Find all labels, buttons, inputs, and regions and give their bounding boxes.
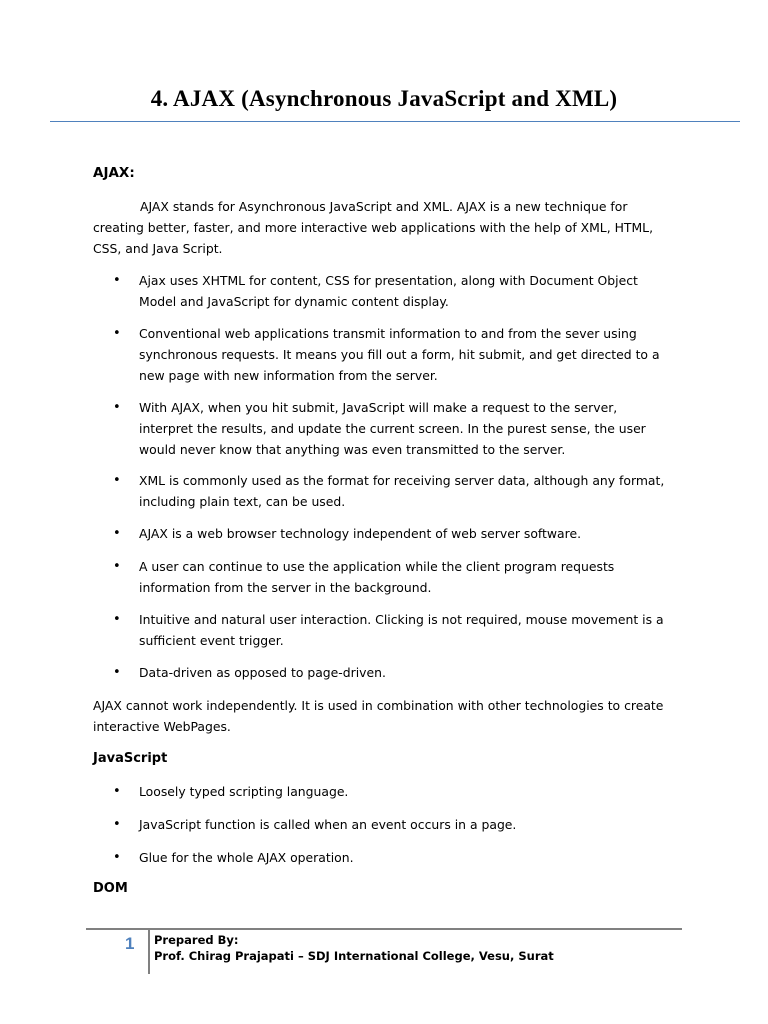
- title-rule: [50, 121, 740, 122]
- bullet-icon: •: [113, 559, 121, 574]
- list-item-text: Data-driven as opposed to page-driven.: [139, 665, 386, 680]
- bullet-icon: •: [113, 273, 121, 288]
- page-number: 1: [125, 934, 135, 953]
- list-item-text: Ajax uses XHTML for content, CSS for presentation, along with Document Object Model and JavaScript for dynamic content display.: [139, 273, 638, 309]
- list-item: [113, 781, 671, 802]
- ajax-heading: AJAX:: [93, 165, 135, 181]
- bullet-icon: •: [113, 850, 121, 865]
- list-item: [113, 323, 671, 386]
- page-title: 4. AJAX (Asynchronous JavaScript and XML): [150, 86, 618, 111]
- bullet-icon: •: [113, 526, 121, 541]
- list-item-text: A user can continue to use the application while the client program requests information from the server in the background.: [139, 559, 615, 595]
- bullet-icon: •: [113, 400, 121, 415]
- bullet-icon: •: [113, 473, 121, 488]
- list-item: [113, 662, 671, 683]
- footer-rule: [86, 928, 682, 930]
- dom-heading: DOM: [93, 881, 128, 896]
- list-item: [113, 523, 671, 544]
- list-item: [113, 397, 671, 460]
- ajax-intro-paragraph: AJAX stands for Asynchronous JavaScript and XML. AJAX is a new technique for creating better, faster, and more interactive web applications with the help of XML, HTML, CSS, and Java Script.: [93, 199, 654, 256]
- ajax-closing-paragraph: AJAX cannot work independently. It is used in combination with other technologies to create interactive WebPages.: [93, 698, 664, 734]
- list-item-text: Glue for the whole AJAX operation.: [139, 850, 354, 865]
- bullet-icon: •: [113, 817, 121, 832]
- list-item: [113, 609, 671, 651]
- list-item: [113, 556, 671, 598]
- footer-divider: [148, 930, 150, 974]
- list-item-text: JavaScript function is called when an event occurs in a page.: [139, 817, 517, 832]
- bullet-icon: •: [113, 784, 121, 799]
- list-item-text: With AJAX, when you hit submit, JavaScript will make a request to the server, interpret the results, and update the current screen. In the purest sense, the user would never know that anything was even transmitted to the server.: [139, 400, 646, 457]
- javascript-heading: JavaScript: [93, 751, 168, 766]
- footer-author: Prof. Chirag Prajapati – SDJ International College, Vesu, Surat: [154, 949, 554, 963]
- list-item: [113, 270, 671, 312]
- bullet-icon: •: [113, 326, 121, 341]
- list-item-text: AJAX is a web browser technology independent of web server software.: [139, 526, 582, 541]
- bullet-icon: •: [113, 612, 121, 627]
- list-item-text: Loosely typed scripting language.: [139, 784, 349, 799]
- list-item-text: XML is commonly used as the format for receiving server data, although any format, including plain text, can be used.: [139, 473, 665, 509]
- list-item-text: Conventional web applications transmit information to and from the sever using synchronous requests. It means you fill out a form, hit submit, and get directed to a new page with new information from the server.: [139, 326, 660, 383]
- list-item: [113, 470, 671, 512]
- list-item: [113, 814, 671, 835]
- bullet-icon: •: [113, 665, 121, 680]
- list-item: [113, 847, 671, 868]
- list-item-text: Intuitive and natural user interaction. Clicking is not required, mouse movement is a sufficient event trigger.: [139, 612, 664, 648]
- footer-prepared-by: Prepared By:: [154, 933, 239, 947]
